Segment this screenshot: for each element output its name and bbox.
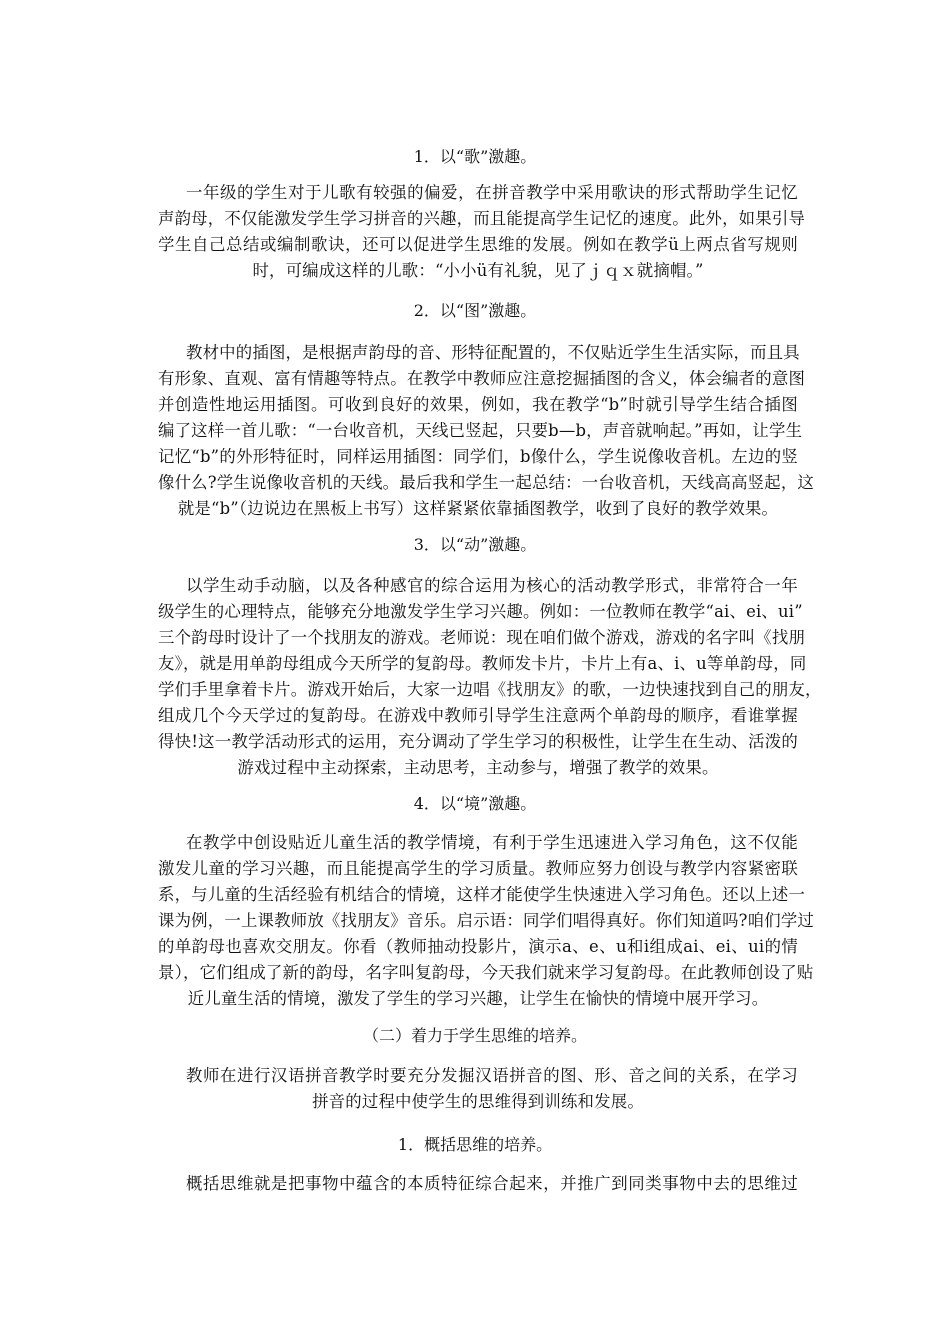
text-line: 近儿童生活的情境，激发了学生的学习兴趣，让学生在愉快的情境中展开学习。 (187, 989, 769, 1008)
text-line: 以学生动手动脑，以及各种感官的综合运用为核心的活动教学形式，非常符合一年 (186, 576, 798, 595)
paragraph-tu (158, 340, 815, 522)
text-line: 在教学中创设贴近儿童生活的教学情境，有利于学生迅速进入学习角色，这不仅能 (186, 833, 798, 852)
text-line: 并创造性地运用插图。可收到良好的效果，例如，我在教学“b”时就引导学生结合插图 (158, 395, 798, 414)
text-line: 像什么?学生说像收音机的天线。最后我和学生一起总结：一台收音机，天线高高竖起，这 (158, 473, 815, 492)
text-line: 的单韵母也喜欢交朋友。你看（教师抽动投影片，演示a、e、u和i组成ai、ei、ui的情 (158, 937, 798, 956)
text-line: 级学生的心理特点，能够充分地激发学生学习兴趣。例如：一位教师在教学“ai、ei、ui” (158, 602, 803, 621)
section-heading-tu: 2．以“图”激趣。 (413, 301, 537, 320)
text-line: 游戏过程中主动探索，主动思考，主动参与，增强了教学的效果。 (237, 758, 719, 777)
text-line: 得快!这一教学活动形式的运用，充分调动了学生学习的积极性，让学生在生动、活泼的 (158, 732, 798, 751)
paragraph-dong (158, 573, 822, 781)
text-line: 概括思维就是把事物中蕴含的本质特征综合起来，并推广到同类事物中去的思维过 (186, 1174, 798, 1193)
text-line: 时，可编成这样的儿歌：“小小ü有礼貌，见了ｊｑｘ就摘帽。” (252, 261, 704, 280)
section-heading-generalization: 1．概括思维的培养。 (397, 1135, 553, 1154)
text-line: 课为例，一上课教师放《找朋友》音乐。启示语：同学们唱得真好。你们知道吗?咱们学过 (158, 911, 815, 930)
text-line: 教师在进行汉语拼音教学时要充分发掘汉语拼音的图、形、音之间的关系，在学习 (186, 1066, 798, 1085)
paragraph-jing (158, 830, 815, 1012)
section-heading-thinking: （二）着力于学生思维的培养。 (362, 1026, 587, 1045)
text-line: 拼音的过程中使学生的思维得到训练和发展。 (312, 1092, 644, 1111)
section-heading-dong: 3．以“动”激趣。 (413, 535, 537, 554)
section-heading-ge: 1．以“歌”激趣。 (413, 147, 537, 166)
paragraph-generalization (158, 1171, 798, 1197)
section-heading-jing: 4．以“境”激趣。 (413, 794, 537, 813)
text-line: 编了这样一首儿歌：“一台收音机，天线已竖起，只要b—b，声音就响起。”再如，让学生 (158, 421, 803, 440)
text-line: 友》，就是用单韵母组成今天所学的复韵母。教师发卡片，卡片上有a、i、u等单韵母，同 (158, 654, 807, 673)
text-line: 景），它们组成了新的韵母，名字叫复韵母，今天我们就来学习复韵母。在此教师创设了贴 (158, 963, 814, 982)
text-line: 三个韵母时设计了一个找朋友的游戏。老师说：现在咱们做个游戏，游戏的名字叫《找朋 (158, 628, 806, 647)
text-line: 声韵母，不仅能激发学生学习拼音的兴趣，而且能提高学生记忆的速度。此外，如果引导 (158, 209, 806, 228)
text-line: 有形象、直观、富有情趣等特点。在教学中教师应注意挖掘插图的含义，体会编者的意图 (158, 369, 806, 388)
text-line: 组成几个今天学过的复韵母。在游戏中教师引导学生注意两个单韵母的顺序，看谁掌握 (158, 706, 798, 725)
paragraph-ge (158, 180, 806, 284)
text-line: 学们手里拿着卡片。游戏开始后，大家一边唱《找朋友》的歌，一边快速找到自己的朋友， (158, 680, 822, 699)
text-line: 激发儿童的学习兴趣，而且能提高学生的学习质量。教师应努力创设与教学内容紧密联 (158, 859, 798, 878)
text-line: 系，与儿童的生活经验有机结合的情境，这样才能使学生快速进入学习角色。还以上述一 (158, 885, 806, 904)
text-line: 教材中的插图，是根据声韵母的音、形特征配置的，不仅贴近学生生活实际，而且具 (186, 343, 800, 362)
paragraph-thinking (158, 1063, 798, 1115)
text-line: 就是“b”（边说边在黑板上书写）这样紧紧依靠插图教学，收到了良好的教学效果。 (177, 499, 779, 518)
text-line: 学生自己总结或编制歌诀，还可以促进学生思维的发展。例如在教学ü上两点省写规则 (158, 235, 798, 254)
text-line: 一年级的学生对于儿歌有较强的偏爱，在拼音教学中采用歌诀的形式帮助学生记忆 (186, 183, 798, 202)
text-line: 记忆“b”的外形特征时，同样运用插图：同学们，b像什么，学生说像收音机。左边的竖 (158, 447, 798, 466)
